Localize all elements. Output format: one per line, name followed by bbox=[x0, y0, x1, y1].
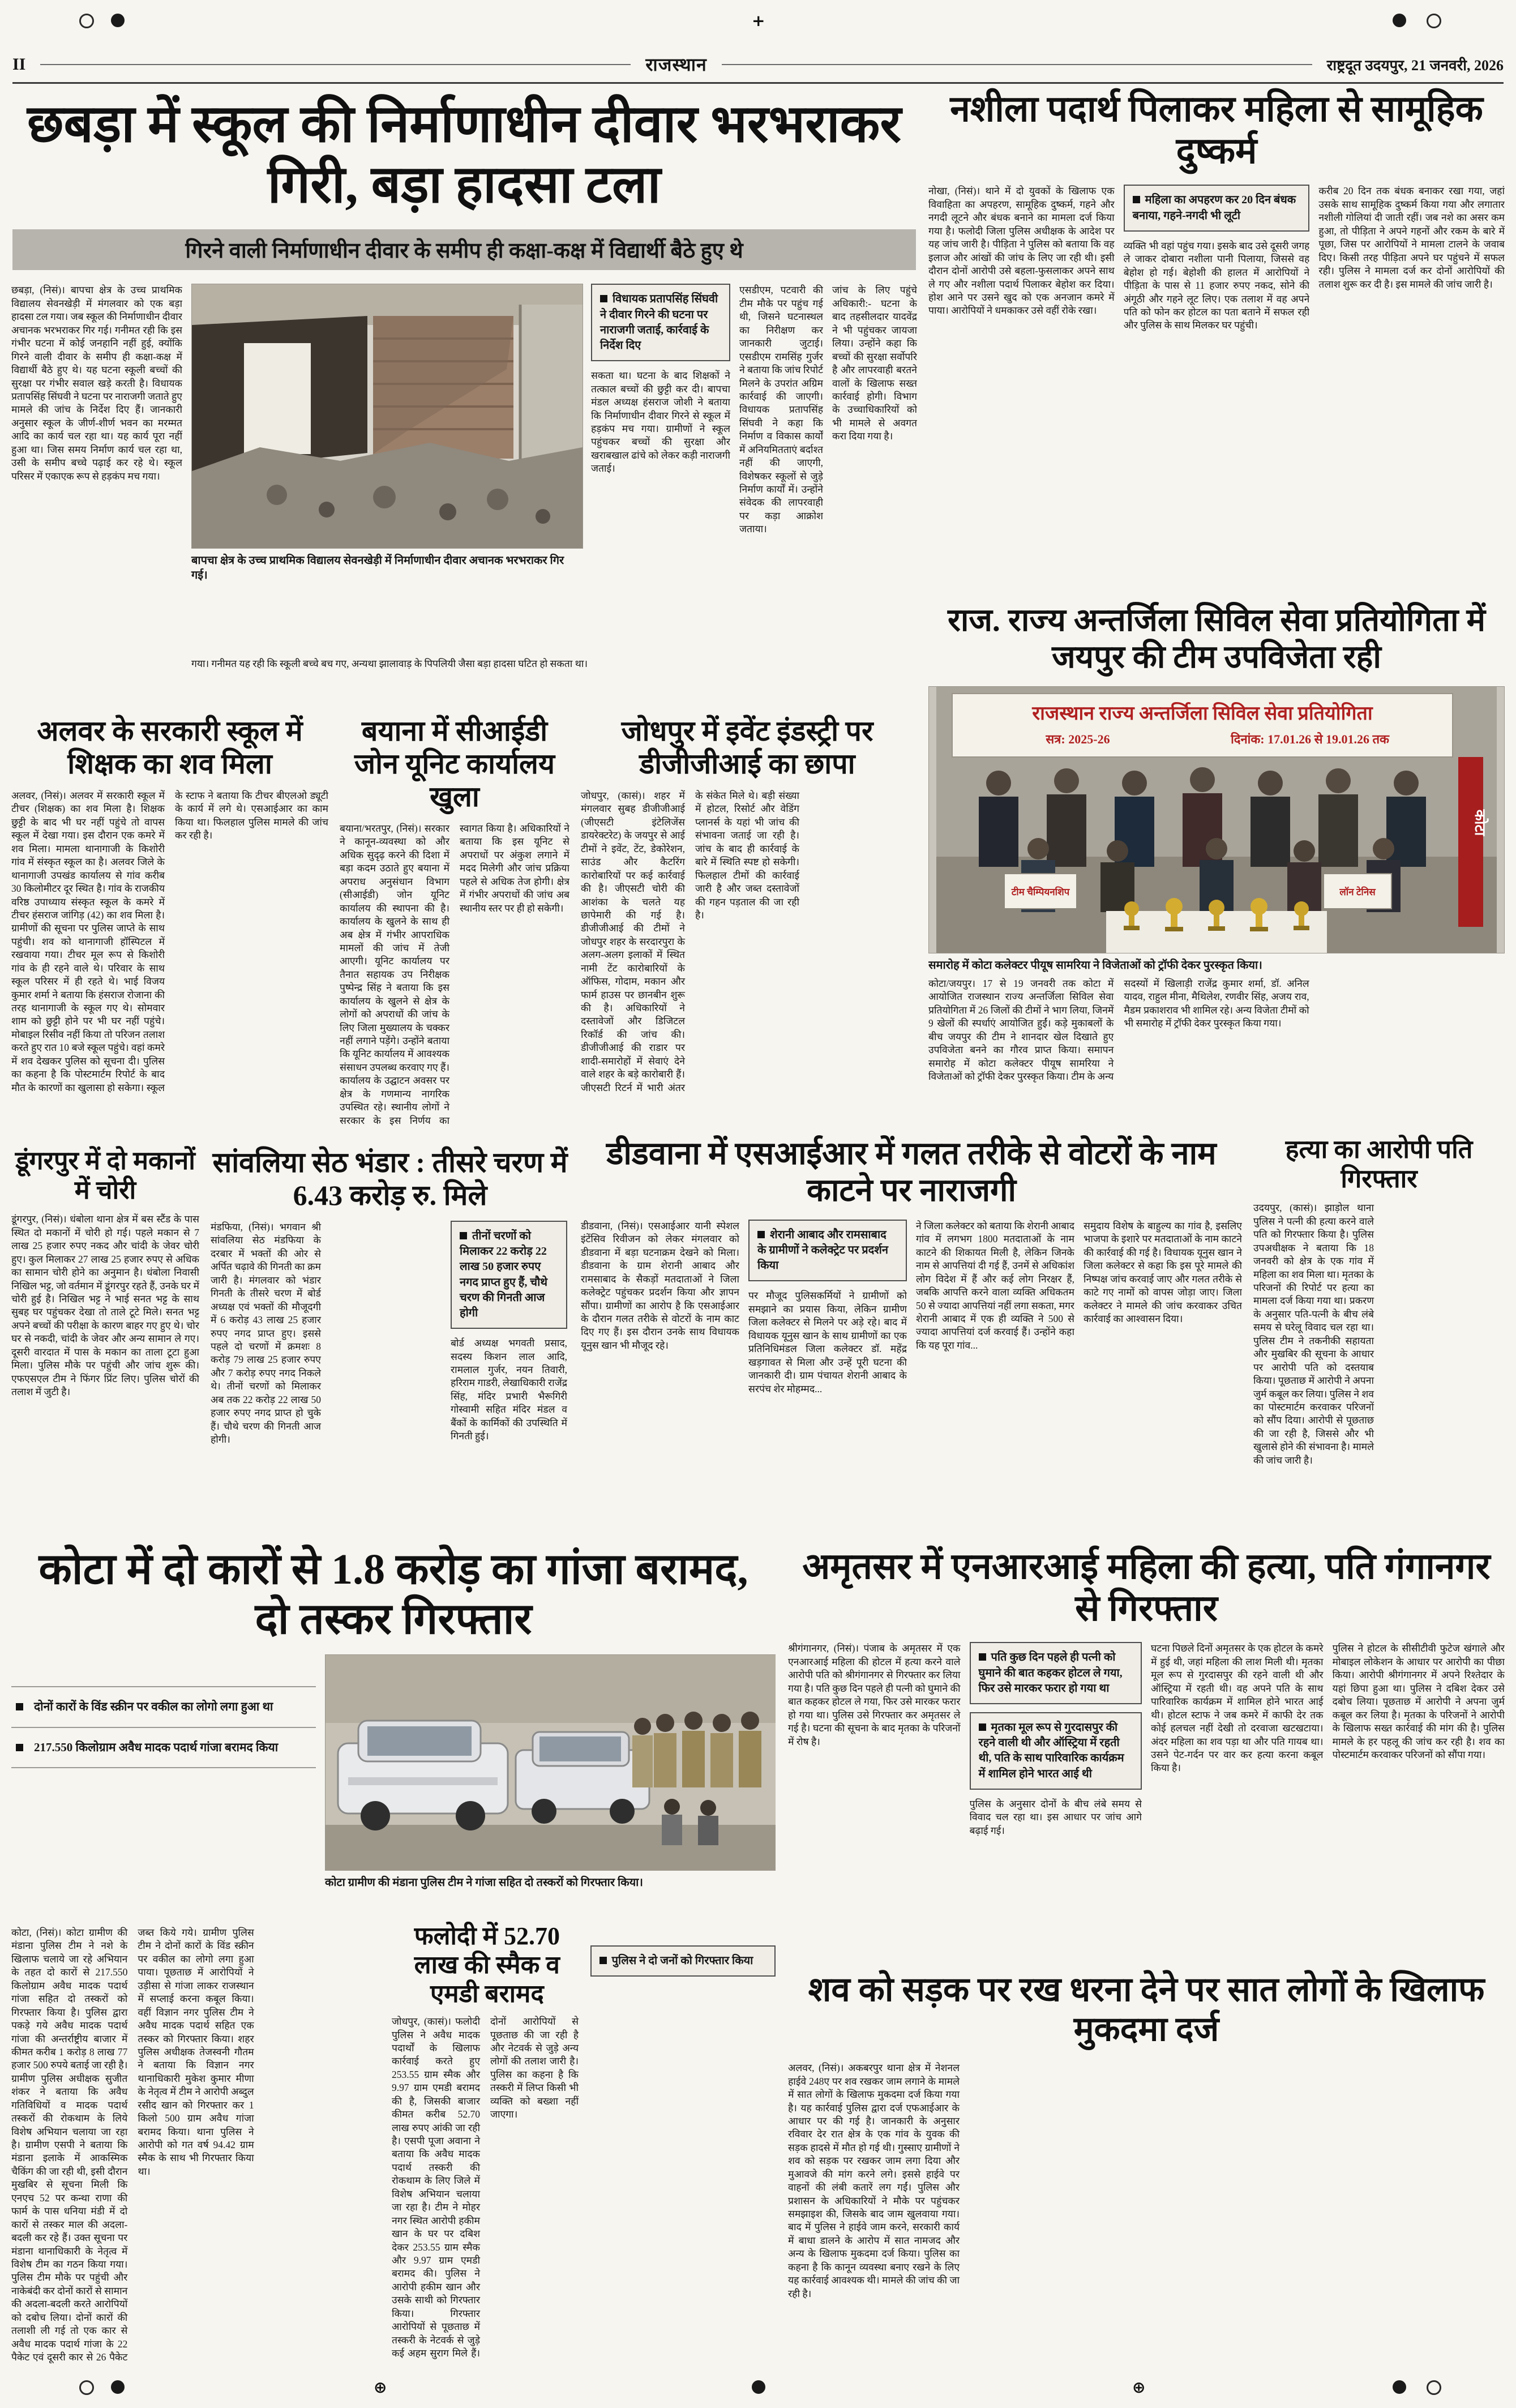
article-body: जोधपुर, (कासं)। शहर में मंगलवार सुबह डीजीजीआई (जीएसटी इंटेलिजेंस डायरेक्टरेट) के जयपुर से आई टीमों ने इवेंट, टेंट, डेकोरेशन, साउंड और कैटरिंग कारोबारियों पर कई कार्रवाई की है। जीएसटी चोरी की आशंका के चलते यह छापेमारी की गई है। डीजीजीआई की टीमों ने जोधपुर शहर के सरदारपुरा के अलग-अलग इलाकों में स्थित नामी टेंट कारोबारियों के ऑफिस, गोदाम, मकान और फार्म हाउस पर छानबीन शुरू की है। अधिकारियों ने दस्तावेजों और डिजिटल रिकॉर्ड की जांच की। डीजीजीआई की राडार पर शादी-समारोहों में सेवाएं देने वाले शहर के बड़े कारोबारी हैं। जीएसटी रिटर्न में भारी अंतर के संकेत मिले थे। बड़ी संख्या में होटल, रिसोर्ट और वेडिंग प्लानर्स के यहां भी जांच की संभावना जताई जा रही है। जांच के बाद ही कार्रवाई के बारे में स्थिति स्पष्ट हो सकेगी। फिलहाल टीमों की कार्रवाई जारी है और जब्त दस्तावेजों की गहन पड़ताल की जा रही है। bbox=[581, 790, 799, 1093]
article-body-column: समुदाय विशेष के बाहुल्य का गांव है, इसलिए भाजपा के इशारे पर मतदाताओं के नाम काटने की कार्रवाई की गई है। विधायक यूनुस खान ने जिला कलेक्टर से कहा कि इस पूरे मामले की निष्पक्ष जांच करवाई जाए और गलत तरीके से काटे गए नामों को वापस जोड़ा जाए। जिला कलेक्टर ने मामले की जांच करवाकर उचित कार्रवाई का आश्वासन दिया। bbox=[1084, 1220, 1242, 1324]
registration-dot-icon bbox=[111, 2380, 125, 2394]
pull-quote-text: विधायक प्रतापसिंह सिंघवी ने दीवार गिरने की घटना पर नाराजगी जताई, कार्रवाई के निर्देश दिए bbox=[600, 293, 718, 352]
banner-date-text: दिनांक: 17.01.26 से 19.01.26 तक bbox=[1231, 732, 1389, 746]
article-headline: डूंगरपुर में दो मकानों में चोरी bbox=[15, 1147, 195, 1205]
photo-caption: कोटा ग्रामीण की मंडाना पुलिस टीम ने गांजा सहित दो तस्करों को गिरफ्तार किया। bbox=[325, 1876, 643, 1889]
article-dungarpur-chori bbox=[11, 1144, 199, 1534]
article-body-column: छबड़ा, (निसं)। बापचा क्षेत्र के उच्च प्राथमिक विद्यालय सेवनखेड़ी में मंगलवार को एक बड़ा हादसा टल गया। जब स्कूल की निर्माणाधीन दीवार अचानक भरभराकर गिर गई। गनीमत रही कि इस गंभीर घटना में कोई जनहानि नहीं हुई, क्योंकि गिरने वाली दीवार के समीप ही कक्षा-कक्ष में विद्यार्थी बैठे हुए थे। यह घटना स्कूली बच्चों की सुरक्षा पर गंभीर सवाल खड़े करती है। विधायक प्रतापसिंह सिंघवी ने घटना पर नाराजगी जताते हुए मामले की जांच के निर्देश दिए हैं। जानकारी अनुसार स्कूल के जीर्ण-शीर्ण भवन का मरम्मत आदि का कार्य चल रहा था। यह कार्य पूरा नहीं हुआ था। जिस समय निर्माण कार्य चल रहा था, उसी के समीप बच्चे पढ़ाई कर रहे थे। स्कूल परिसर में एकाएक रूप से हड़कंप मच गया। bbox=[11, 284, 182, 482]
article-body-column: डीडवाना, (निसं)। एसआईआर यानी स्पेशल इंटेंसिव रिवीजन को लेकर मंगलवार को डीडवाना में बड़ा घटनाक्रम देखने को मिला। डीडवाना के ग्राम शेरानी आबाद और रामसाबाद के सैकड़ों मतदाताओं ने जिला कलेक्ट्रेट पहुंचकर प्रदर्शन किया और ज्ञापन सौंपा। ग्रामीणों का आरोप है कि एसआईआर के दौरान गलत तरीके से वोटरों के नाम काट दिए गए हैं। इस दौरान उनके साथ विधायक यूनुस खान भी मौजूद रहे। bbox=[581, 1220, 739, 1351]
bullet-text: 217.550 किलोग्राम अवैध मादक पदार्थ गांजा बरामद किया bbox=[34, 1740, 279, 1754]
print-registration-marks-bottom bbox=[0, 2378, 1516, 2397]
article-amritsar-nri bbox=[788, 1541, 1505, 1960]
registration-ring-icon bbox=[79, 2380, 94, 2395]
article-alwar-teacher bbox=[11, 712, 328, 1128]
article-headline: अमृतसर में एनआरआई महिला की हत्या, पति गंगानगर से गिरफ्तार bbox=[802, 1546, 1491, 1629]
article-body: उदयपुर, (कासं)। झाड़ोल थाना पुलिस ने पत्नी की हत्या करने वाले पति को गिरफ्तार किया है। पुलिस उपअधीक्षक ने बताया कि 18 जनवरी को क्षेत्र के एक गांव में महिला का शव मिला था। मृतका के परिजनों की रिपोर्ट पर हत्या का मामला दर्ज किया गया था। प्रकरण के अनुसार पति-पत्नी के बीच लंबे समय से घरेलू विवाद चल रहा था। पुलिस टीम ने तकनीकी सहायता और मुखबिर की सूचना के आधार पर आरोपी पति को दस्तयाब किया। पूछताछ में आरोपी ने अपना जुर्म कबूल कर लिया। पुलिस ने शव का पोस्टमार्टम करवाकर परिजनों को सौंप दिया। आरोपी से पूछताछ की जा रही है, जिससे और भी खुलासे होने की संभावना है। मामले की जांच जारी है। bbox=[1253, 1202, 1374, 1466]
registration-dot-icon bbox=[752, 2380, 765, 2394]
article-body: मंडफिया, (निसं)। भगवान श्री सांवलिया सेठ मंडफिया के दरबार में भक्तों की ओर से अर्पित चढ़ावे की गिनती का क्रम जारी है। मंगलवार को भंडार गिनती के तीसरे चरण में बोर्ड अध्यक्ष एवं भक्तों की मौजूदगी में 6 करोड़ 43 लाख 25 हजार रुपए नगद प्राप्त हुए। इससे पहले दो चरणों में क्रमशः 8 करोड़ 79 लाख 25 हजार रुपए और 7 करोड़ रुपए नगद निकले थे। तीनों चरणों को मिलाकर अब तक 22 करोड़ 22 लाख 50 हजार रुपए नगद प्राप्त हो चुके हैं। चौथे चरण की गिनती आज होगी। bbox=[211, 1221, 321, 1445]
article-body: अलवर, (निसं)। अकबरपुर थाना क्षेत्र में नेशनल हाईवे 248ए पर शव रखकर जाम लगाने के मामले में सात लोगों के खिलाफ मुकदमा दर्ज किया गया है। यह कार्रवाई पुलिस द्वारा दर्ज एफआईआर के आधार पर की गई है। जानकारी के अनुसार रविवार देर रात क्षेत्र के एक गांव के युवक की सड़क हादसे में मौत हो गई थी। गुस्साए ग्रामीणों ने शव को सड़क पर रखकर जाम लगा दिया और मुआवजे की मांग करने लगे। इससे हाईवे पर वाहनों की लंबी कतारें लग गईं। पुलिस और प्रशासन के अधिकारियों ने मौके पर पहुंचकर समझाइश की, जिसके बाद जाम खुलवाया गया। बाद में पुलिस ने हाईवे जाम करने, सरकारी कार्य में बाधा डालने के आरोप में सात नामजद और अन्य के खिलाफ मुकदमा दर्ज किया। पुलिस का कहना है कि कानून व्यवस्था बनाए रखने के लिए यह कार्रवाई आवश्यक थी। मामले की जांच की जा रही है। bbox=[788, 2062, 960, 2299]
article-headline: बयाना में सीआईडी जोन यूनिट कार्यालय खुला bbox=[354, 715, 555, 812]
article-bayana-cid bbox=[340, 712, 569, 1128]
article-jodhpur-dggi bbox=[581, 712, 914, 1128]
square-bullet-icon bbox=[979, 1653, 986, 1661]
square-bullet-icon bbox=[460, 1232, 467, 1239]
square-bullet-icon bbox=[600, 295, 607, 302]
article-body-column: बोर्ड अध्यक्ष भगवती प्रसाद, सदस्य किशन लाल आदि, रामलाल गुर्जर, नयन तिवारी, हरिराम गाडरी, लेखाधिकारी राजेंद्र सिंह, मंदिर प्रभारी भैरूगिरी गोस्वामी सहित मंदिर मंडल व बैंकों के कार्मिकों की उपस्थिति में गिनती हुई। bbox=[451, 1337, 567, 1442]
section-title: राजस्थान bbox=[645, 54, 707, 75]
article-body-column: पुलिस के अनुसार दोनों के बीच लंबे समय से विवाद चल रहा था। इस आधार पर जांच आगे बढ़ाई गई। bbox=[969, 1798, 1142, 1836]
square-bullet-icon bbox=[599, 1957, 607, 1964]
highlight-box bbox=[590, 1945, 776, 1977]
article-headline: हत्या का आरोपी पति गिरफ्तार bbox=[1285, 1135, 1473, 1194]
award-ceremony-illustration bbox=[929, 687, 1504, 953]
highlight-box-text: शेरानी आबाद और रामसाबाद के ग्रामीणों ने कलेक्ट्रेट पर प्रदर्शन किया bbox=[757, 1228, 888, 1272]
side-banner-text: कोटा bbox=[1472, 809, 1488, 836]
registration-ring-icon bbox=[79, 14, 94, 28]
highlight-box-text: पुलिस ने दो जनों को गिरफ्तार किया bbox=[611, 1954, 753, 1967]
print-registration-marks-top bbox=[0, 11, 1516, 31]
article-headline: सांवलिया सेठ भंडार : तीसरे चरण में 6.43 करोड़ रु. मिले bbox=[212, 1147, 568, 1211]
article-bullet-list bbox=[11, 1654, 316, 1890]
highlight-box bbox=[970, 1712, 1142, 1790]
article-headline: कोटा में दो कारों से 1.8 करोड़ का गांजा बरामद, दो तस्कर गिरफ्तार bbox=[38, 1546, 748, 1644]
registration-target-icon: ⊕ bbox=[374, 2378, 387, 2397]
article-headline: डीडवाना में एसआईआर में गलत तरीके से वोटरों के नाम काटने पर नाराजगी bbox=[606, 1136, 1217, 1208]
article-subhead: गिरने वाली निर्माणाधीन दीवार के समीप ही कक्षा-कक्ष में विद्यार्थी बैठे हुए थे bbox=[12, 229, 916, 270]
article-body-column: ने जिला कलेक्टर को बताया कि शेरानी आबाद गांव में लगभग 1800 मतदाताओं के नाम काटने की शिकायत मिली है, लेकिन जिनके नाम से आपत्तियां दी गई हैं, उनमें से अधिकांश लोग विदेश में हैं और कई लोग निरक्षर हैं, जबकि आपत्ति करने वाला व्यक्ति अधिकतम 50 से ज्यादा आपत्तियां नहीं लगा सकता, मगर शेरानी आबाद में एक ही व्यक्ति ने 500 से ज्यादा आपत्तियां दर्ज करवाई हैं। उन्होंने कहा कि यह पूरा गांव... bbox=[916, 1220, 1074, 1351]
square-bullet-icon bbox=[1133, 196, 1140, 203]
photo-caption: बापचा क्षेत्र के उच्च प्राथमिक विद्यालय सेवनखेड़ी में निर्माणाधीन दीवार अचानक भरभराकर गिर गई। bbox=[191, 554, 564, 582]
article-body-column: करीब 20 दिन तक बंधक बनाकर रखा गया, जहां उसके साथ सामूहिक दुष्कर्म किया गया और लगातार नशीली गोलियां दी जाती रहीं। जब नशे का असर कम हुआ, तो पीड़िता ने अपने गहनों और रकम के बारे में पूछा, जिस पर आरोपियों ने मामला टालने के जवाब दिए। किसी तरह पीड़िता अपने घर पहुंचने में सफल रही। पुलिस ने मामला दर्ज कर दोनों आरोपियों की तलाश शुरू कर दी है। इस मामले की जांच जारी है। bbox=[1318, 185, 1505, 290]
article-body-column: एसडीएम, पटवारी की टीम मौके पर पहुंच गई थी, जिसने घटनास्थल का निरीक्षण कर जानकारी जुटाई। एसडीएम रामसिंह गुर्जर ने बताया कि जांच रिपोर्ट मिलने के उपरांत अग्रिम कार्रवाई की जाएगी। विधायक प्रतापसिंह सिंघवी ने कहा कि निर्माण व विकास कार्यों में अनियमितताएं बर्दाश्त नहीं की जाएगी, विशेषकर स्कूलों से जुड़े निर्माण कार्यों में। उन्होंने संवेदक की लापरवाही पर कड़ा आक्रोश जताया। bbox=[739, 284, 823, 535]
article-body-continuation: गया। गनीमत यह रही कि स्कूली बच्चे बच गए, अन्यथा झालावाड़ के पिपलियी जैसा बड़ा हादसा घटित हो सकता था। bbox=[191, 658, 588, 670]
article-nokha-crime bbox=[928, 84, 1505, 594]
police-seizure-illustration bbox=[326, 1655, 776, 1870]
page-number: II bbox=[12, 54, 26, 74]
article-school-wall bbox=[11, 84, 917, 701]
pull-quote-box bbox=[591, 284, 730, 361]
highlight-box-text: महिला का अपहरण कर 20 दिन बंधक बनाया, गहने-नगदी भी लूटी bbox=[1132, 194, 1296, 222]
highlight-box bbox=[748, 1220, 907, 1282]
article-body-column: जांच के लिए पहुंचे अधिकारी:- घटना के बाद तहसीलदार यादवेंद्र ने भी पहुंचकर जायजा लिया। उन्होंने कहा कि बच्चों की सुरक्षा सर्वोपरि है और लापरवाही बरतने वालों के खिलाफ सख्त कार्रवाई होगी। विभाग के उच्चाधिकारियों को भी मामले से अवगत करा दिया गया है। bbox=[832, 284, 917, 442]
article-didwana-sir bbox=[581, 1132, 1242, 1533]
article-dharna-case bbox=[788, 1966, 1505, 2367]
highlight-box-text: मृतका मूल रूप से गुरदासपुर की रहने वाली थी और ऑस्ट्रिया में रहती थी, पति के साथ पारिवारिक कार्यक्रम में शामिल होने भारत आई थी bbox=[978, 1721, 1124, 1780]
article-civil-seva bbox=[928, 599, 1505, 1130]
square-bullet-icon bbox=[757, 1231, 765, 1238]
article-body-column: व्यक्ति भी वहां पहुंच गया। इसके बाद उसे दूसरी जगह ले जाकर दोबारा नशीला पानी पिलाया, जिससे वह बेहोश हो गई। बेहोशी की हालत में आरोपियों ने पीड़िता के पास से 11 हजार रुपए नकद, सोने की अंगूठी और गहने लूट लिए। एक तलाश में वह अपने पति को फोन कर होटल का पता बताने में सफल रही और पुलिस के साथ मिलकर घर पहुंची। bbox=[1123, 239, 1310, 331]
article-body: कोटा/जयपुर। 17 से 19 जनवरी तक कोटा में आयोजित राजस्थान राज्य अन्तर्जिला सिविल सेवा प्रतियोगिता में 26 जिलों की टीमों ने भाग लिया, जिनमें 9 खेलों की स्पर्धाएं आयोजित हुईं। कड़े मुकाबलों के बीच जयपुर की टीम ने शानदार खेल दिखाते हुए उपविजेता बनने का गौरव प्राप्त किया। समापन समारोह में कोटा कलेक्टर पीयूष सामरिया ने विजेताओं को ट्रॉफी देकर पुरस्कृत किया। टीम के अन्य सदस्यों में खिलाड़ी राजेंद्र कुमार शर्मा, डॉ. अनिल यादव, राहुल मीना, मैथिलेश, रणवीर सिंह, अजय राव, मैडम प्रकाशराव भी शामिल रहे। अन्य विजेता टीमों को भी समारोह में ट्रॉफी देकर पुरस्कृत किया गया। bbox=[928, 977, 1309, 1082]
article-body-column: श्रीगंगानगर, (निसं)। पंजाब के अमृतसर में एक एनआरआई महिला की होटल में हत्या करने वाले आरोपी पति को श्रीगंगानगर से गिरफ्तार कर लिया गया है। पति कुछ दिन पहले ही पत्नी को घुमाने की बात कहकर होटल ले गया, फिर उसे मारकर फरार हो गया था। पुलिस उसे गिरफ्तार कर अमृतसर ले गई है। घटना की सूचना के बाद मृतका के परिजनों में रोष है। bbox=[788, 1643, 961, 1747]
photo-police-seizure bbox=[325, 1654, 776, 1871]
square-bullet-icon bbox=[16, 1703, 23, 1710]
article-hatya-pati bbox=[1253, 1132, 1505, 1533]
photo-caption: समारोह में कोटा कलेक्टर पीयूष सामरिया ने विजेताओं को ट्रॉफी देकर पुरस्कृत किया। bbox=[928, 959, 1262, 972]
photo-collapsed-wall bbox=[191, 284, 583, 549]
banner-session-text: सत्र: 2025-26 bbox=[1046, 732, 1110, 746]
article-headline: छबड़ा में स्कूल की निर्माणाधीन दीवार भरभराकर गिरी, बड़ा हादसा टला bbox=[27, 95, 901, 213]
article-headline: शव को सड़क पर रख धरना देने पर सात लोगों के खिलाफ मुकदमा दर्ज bbox=[808, 1971, 1485, 2048]
square-bullet-icon bbox=[16, 1744, 23, 1751]
article-body-column: पर मौजूद पुलिसकर्मियों ने ग्रामीणों को समझाने का प्रयास किया, लेकिन ग्रामीण जिला कलेक्टर से मिलने पर अड़े रहे। बाद में विधायक यूनुस खान के साथ ग्रामीणों का एक प्रतिनिधिमंडल जिला कलेक्टर डॉ. महेंद्र खड़गावत से मिला और उन्हें पूरी घटना की जानकारी दी। ग्राम पंचायत शेरानी आबाद के सरपंच शेर मोहम्मद... bbox=[748, 1290, 907, 1395]
article-body: जोधपुर, (कासं)। फलोदी पुलिस ने अवैध मादक पदार्थों के खिलाफ कार्रवाई करते हुए 253.55 ग्राम स्मैक और 9.97 ग्राम एमडी बरामद की है, जिसकी बाजार कीमत करीब 52.70 लाख रुपए आंकी जा रही है। एसपी पूजा अवाना ने बताया कि अवैध मादक पदार्थ तस्करी की रोकथाम के लिए जिले में विशेष अभियान चलाया जा रहा है। टीम ने मोहर नगर स्थित आरोपी हकीम खान के घर पर दबिश देकर 253.55 ग्राम स्मैक और 9.97 ग्राम एमडी बरामद की। पुलिस ने आरोपी हकीम खान और उसके साथी को गिरफ्तार किया। गिरफ्तार आरोपियों से पूछताछ में तस्करी के नेटवर्क से जुड़े कई अहम सुराग मिले हैं। दोनों आरोपियों से पूछताछ की जा रही है और नेटवर्क से जुड़े अन्य लोगों की तलाश जारी है। पुलिस का कहना है कि तस्करी में लिप्त किसी भी व्यक्ति को बख्शा नहीं जाएगा। bbox=[392, 2016, 579, 2359]
article-body: कोटा, (निसं)। कोटा ग्रामीण की मंडाना पुलिस टीम ने नशे के खिलाफ चलाये जा रहे अभियान के तहत दो कारों से 217.550 किलोग्राम अवैध मादक पदार्थ गांजा सहित दो तस्करों को गिरफ्तार किया है। पुलिस द्वारा पकड़े गये अवैध मादक पदार्थ गांजा की अन्तर्राष्ट्रीय बाजार में कीमत करीब 1 करोड़ 8 लाख 77 हजार 500 रुपये बताई जा रही है। ग्रामीण पुलिस अधीक्षक सुजीत शंकर ने बताया कि अवैध गतिविधियों व मादक पदार्थ तस्करों की रोकथाम के लिये विशेष अभियान चलाया जा रहा है। ग्रामीण एसपी ने बताया कि मंडाना इलाके में आकस्मिक चैकिंग की जा रही थी, इसी दौरान मुखबिर से सूचना मिली कि एनएच 52 पर कन्था राणा की फार्म के पास धनिया मंडी में दो कारों से तस्कर माल की अदला-बदली कर रहे हैं। उक्त सूचना पर मंडाना थानाधिकारी के नेतृत्व में विशेष टीम का गठन किया गया। पुलिस टीम मौके पर पहुंची और नाकेबंदी कर दोनों कारों से सामान की अदला-बदली करते आरोपियों को दबोच लिया। दोनों कारों की तलाशी ली गई तो एक कार से अवैध मादक पदार्थ गांजा के 22 पैकेट एवं दूसरी कार से 26 पैकेट जब्त किये गये। ग्रामीण पुलिस टीम ने दोनों कारों के विंड स्क्रीन पर वकील का लोगो लगा हुआ पाया। पूछताछ में आरोपियों ने उड़ीसा से गांजा लाकर राजस्थान में सप्लाई करना कबूल किया। वहीं विज्ञान नगर पुलिस टीम ने अवैध मादक पदार्थ सहित एक तस्कर को गिरफ्तार किया। शहर पुलिस अधीक्षक तेजस्वनी गौतम ने बताया कि विज्ञान नगर थानाधिकारी मुकेश कुमार मीणा के नेतृत्व में टीम ने आरोपी अब्दुल रसीद खान को गिरफ्तार कर 1 किलो 500 ग्राम अवैध गांजा बरामद किया। थाना पुलिस ने आरोपी को गत वर्ष 94.42 ग्राम स्मैक के साथ भी गिरफ्तार किया था। bbox=[11, 1927, 254, 2363]
highlight-box-text: पति कुछ दिन पहले ही पत्नी को घुमाने की बात कहकर होटल ले गया, फिर उसे मारकर फरार हो गया था bbox=[978, 1651, 1123, 1695]
registration-ring-icon bbox=[1427, 14, 1441, 28]
bullet-text: दोनों कारों के विंड स्क्रीन पर वकील का लोगो लगा हुआ था bbox=[34, 1700, 273, 1714]
article-headline: अलवर के सरकारी स्कूल में शिक्षक का शव मिला bbox=[37, 715, 303, 780]
article-headline: जोधपुर में इवेंट इंडस्ट्री पर डीजीजीआई का छापा bbox=[621, 715, 873, 780]
masthead-rule bbox=[722, 64, 1312, 65]
masthead bbox=[12, 52, 1504, 84]
registration-dot-icon bbox=[1393, 2380, 1406, 2394]
article-headline: राज. राज्य अन्तर्जिला सिविल सेवा प्रतियोगिता में जयपुर की टीम उपविजेता रही bbox=[947, 603, 1486, 675]
article-kota-ganja-body bbox=[11, 1926, 380, 2367]
highlight-box bbox=[970, 1642, 1142, 1704]
article-body-column: सकता था। घटना के बाद शिक्षकों ने तत्काल बच्चों की छुट्टी कर दी। बापचा मंडल अध्यक्ष हंसराज जोशी ने बताया कि निर्माणाधीन दीवार गिरने से स्कूल में हड़कंप मच गया। ग्रामीणों ने स्कूल पहुंचकर बच्चों की सुरक्षा और खराबखाल ढांचे को लेकर कड़ी नाराजगी जताई। bbox=[591, 370, 730, 474]
article-kota-ganja bbox=[11, 1541, 776, 1921]
article-headline: नशीला पदार्थ पिलाकर महिला से सामूहिक दुष्कर्म bbox=[950, 89, 1483, 172]
article-sanwaliya-bhandar bbox=[211, 1144, 569, 1534]
article-body-column: पुलिस ने होटल के सीसीटीवी फुटेज खंगाले और मोबाइल लोकेशन के आधार पर आरोपी का पीछा किया। आरोपी श्रीगंगानगर में अपने रिश्तेदार के यहां छिपा हुआ था। पुलिस ने दबिश देकर उसे दबोच लिया। पूछताछ में आरोपी ने अपना जुर्म कबूल कर लिया है। मृतका के परिजनों ने आरोपी के खिलाफ सख्त कार्रवाई की मांग की है। पुलिस मामले के हर पहलू की जांच कर रही है। शव का पोस्टमार्टम करवाकर परिजनों को सौंपा गया। bbox=[1332, 1643, 1505, 1760]
article-body: बयाना/भरतपुर, (निसं)। सरकार ने कानून-व्यवस्था को और अधिक सुदृढ़ करने की दिशा में बड़ा कदम उठाते हुए बयाना में अपराध अनुसंधान विभाग (सीआईडी) जोन यूनिट कार्यालय की स्थापना की है। कार्यालय के खुलने के साथ ही अब क्षेत्र में गंभीर आपराधिक मामलों की जांच में तेजी आएगी। यूनिट कार्यालय पर तैनात सहायक उप निरीक्षक पुष्पेन्द्र सिंह ने बताया कि इस कार्यालय के खुलने से क्षेत्र के लोगों को अपराधों की जांच के लिए जिला मुख्यालय के चक्कर नहीं लगाने पड़ेंगे। उन्होंने बताया कि यूनिट कार्यालय में आवश्यक संसाधन उपलब्ध करवाए गए हैं। कार्यालय के उद्घाटन अवसर पर क्षेत्र के गणमान्य नागरिक उपस्थित रहे। स्थानीय लोगों ने सरकार के इस निर्णय का स्वागत किया है। अधिकारियों ने बताया कि इस यूनिट से अपराधों पर अंकुश लगाने में मदद मिलेगी और जांच प्रक्रिया पहले से अधिक तेज होगी। क्षेत्र में गंभीर अपराधों की जांच अब स्थानीय स्तर पर ही हो सकेगी। bbox=[340, 823, 569, 1126]
edition-line: राष्ट्रदूत उदयपुर, 21 जनवरी, 2026 bbox=[1326, 57, 1504, 74]
placard-team-text: टीम चैम्पियनशिप bbox=[1011, 886, 1070, 897]
registration-cross-icon: + bbox=[752, 11, 765, 30]
article-body: अलवर, (निसं)। अलवर में सरकारी स्कूल में टीचर (शिक्षक) का शव मिला है। शिक्षक छुट्टी के बाद भी घर नहीं पहुंचे तो वापस स्कूल में देखा गया। इस दौरान एक कमरे में शव मिला। मामला थानागाजी के किशोरी गांव में संस्कृत स्कूल का है। अलवर जिले के थानागाजी उपखंड कार्यालय से गांव करीब 30 किलोमीटर दूर स्थित है। गांव के राजकीय वरिष्ठ उपाध्याय संस्कृत स्कूल के कमरे में टीचर हंसराज जांगिड़ (42) का शव मिला है। ग्रामीणों की सूचना पर पुलिस जाप्ते के साथ पहुंची। शव को थानागाजी हॉस्पिटल में रखवाया गया। टीचर मूल रूप से किशोरी गांव के ही रहने वाले थे। परिवार के साथ स्कूल परिसर में ही रहते थे। भाई विजय कुमार शर्मा ने बताया कि हंसराज रोजाना की तरह थानागाजी के स्कूल गए थे। सोमवार शाम को छुट्टी होने पर भी घर नहीं पहुंचे। मोबाइल रिसीव नहीं किया तो परिजन तलाश करते हुए रात 10 बजे स्कूल पहुंचे। वहां कमरे में शव देखकर पुलिस को सूचना दी। पुलिस का कहना है कि पोस्टमार्टम रिपोर्ट के बाद मौत के कारणों का खुलासा हो सकेगा। स्कूल के स्टाफ ने बताया कि टीचर बीएलओ ड्यूटी के कार्य में लगे थे। एसआईआर का काम किया था। फिलहाल पुलिस मामले की जांच कर रही है। bbox=[11, 790, 328, 1093]
article-body-column: घटना पिछले दिनों अमृतसर के एक होटल के कमरे में हुई थी, जहां महिला की लाश मिली थी। मृतका मूल रूप से गुरदासपुर की रहने वाली थी और ऑस्ट्रिया में रहती थी। वह अपने पति के साथ पारिवारिक कार्यक्रम में शामिल होने भारत आई थी। होटल स्टाफ ने जब कमरे में काफी देर तक कोई हलचल नहीं देखी तो दरवाजा खटखटाया। अंदर महिला का शव पड़ा था और पति गायब था। उसने पेट-गर्दन पर वार कर हत्या करना कबूल किया है। bbox=[1151, 1643, 1324, 1774]
bullet-item bbox=[11, 1686, 316, 1726]
registration-target-icon: ⊕ bbox=[1132, 2378, 1146, 2397]
highlight-box bbox=[1124, 185, 1310, 231]
collapsed-wall-illustration bbox=[192, 284, 583, 548]
masthead-rule bbox=[40, 64, 631, 65]
placard-tennis-text: लॉन टेनिस bbox=[1339, 886, 1376, 897]
registration-dot-icon bbox=[1393, 14, 1406, 27]
highlight-box bbox=[451, 1221, 567, 1329]
square-bullet-icon bbox=[979, 1723, 986, 1731]
highlight-box-text: तीनों चरणों को मिलाकर 22 करोड़ 22 लाख 50 हजार रुपए नगद प्राप्त हुए हैं, चौथे चरण की गिनती आज होगी bbox=[460, 1230, 548, 1319]
article-body: डूंगरपुर, (निसं)। धंबोला थाना क्षेत्र में बस स्टैंड के पास स्थित दो मकानों में चोरी हो गई। पहले मकान से 7 लाख 25 हजार रुपए नकद और चांदी के जेवर चोरी हुए। कुल मिलाकर 27 लाख 25 हजार रुपए से अधिक का सामान चोरी होने का अनुमान है। धंबोला निवासी निखिल भट्ट, जो वर्तमान में डूंगरपुर रहते हैं, उनके घर में चोरी हुई है। निखिल भट्ट ने भाई सनत भट्ट के साथ सुबह घर पहुंचकर देखा तो ताले टूटे मिले। सनत भट्ट अपने बच्चों की परीक्षा के कारण बाहर गए हुए थे। चोर घर से नकदी, चांदी के जेवर और अन्य सामान ले गए। दूसरी वारदात में पास के मकान का ताला टूटा हुआ मिला। पुलिस मौके पर पहुंची और जांच शुरू की। एफएसएल टीम ने फिंगर प्रिंट लिए। पुलिस चोरों की तलाश में जुटी है। bbox=[11, 1213, 199, 1398]
banner-title-text: राजस्थान राज्य अन्तर्जिला सिविल सेवा प्रतियोगिता bbox=[1032, 703, 1373, 724]
article-phalodi-smack bbox=[392, 1922, 776, 2367]
article-body-column: नोखा, (निसं)। थाने में दो युवकों के खिलाफ एक विवाहिता का अपहरण, सामूहिक दुष्कर्म, गहने और नगदी लूटने और बंधक बनाने का मामला दर्ज किया गया है। फलोदी जिला पुलिस अधीक्षक के आदेश पर यह जांच जारी है। पीड़िता ने पुलिस को बताया कि वह इलाज और आंखों की जांच के लिए जा रही थी। इसी दौरान दोनों आरोपी उसे बहला-फुसलाकर अपने साथ ले गए और नशीला पदार्थ पिलाकर बेहोश कर दिया। होश आने पर उसने खुद को एक अनजान कमरे में पाया। आरोपियों ने धमकाकर उसे वहीं रोके रखा। bbox=[928, 185, 1115, 316]
article-headline: फलोदी में 52.70 लाख की स्मैक व एमडी बरामद bbox=[414, 1922, 560, 2008]
registration-dot-icon bbox=[111, 14, 125, 27]
registration-ring-icon bbox=[1427, 2380, 1441, 2395]
bullet-item bbox=[11, 1727, 316, 1768]
photo-award-ceremony bbox=[928, 686, 1505, 953]
